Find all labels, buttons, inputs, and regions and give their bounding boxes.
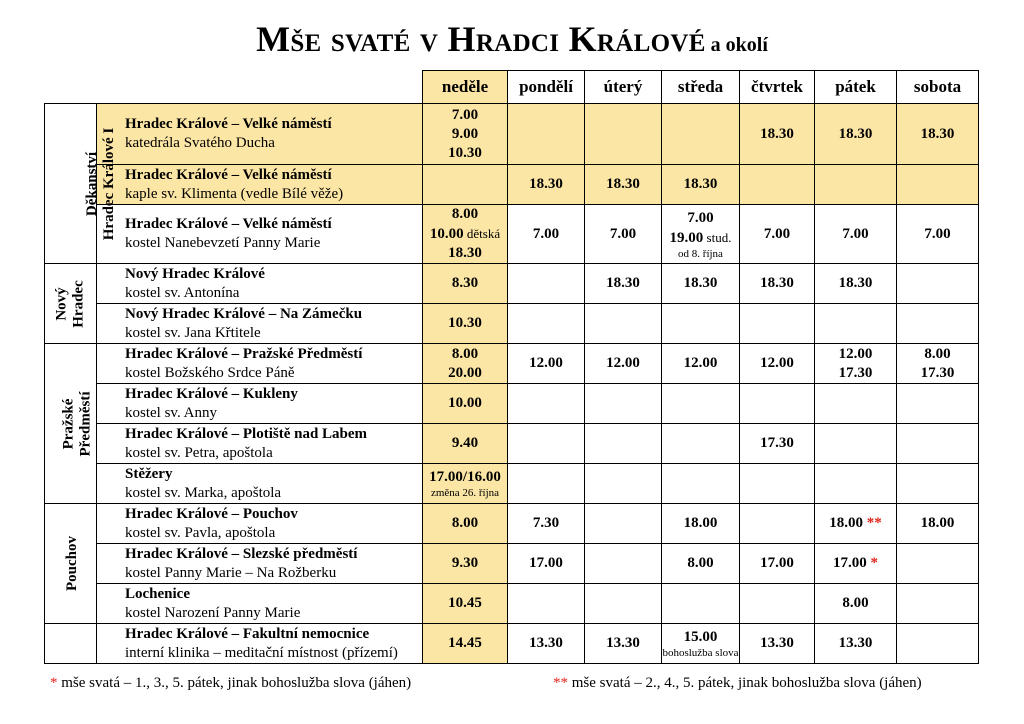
time-cell — [585, 584, 662, 624]
table-row — [45, 205, 979, 264]
time-cell — [740, 464, 815, 504]
time-cell — [815, 304, 897, 344]
time-cell: 9.30 — [423, 544, 508, 584]
time-cell: 17.00/16.00 změna 26. října — [423, 464, 508, 504]
time-cell — [585, 384, 662, 424]
header-day-saturday: sobota — [897, 71, 979, 104]
time-cell: 15.00 bohoslužba slova — [662, 624, 740, 664]
time-cell — [897, 384, 979, 424]
church-cell: Hradec Králové – Velké náměstí kostel Nanebevzetí Panny Marie — [97, 205, 423, 264]
time-cell: 12.00 — [585, 344, 662, 384]
table-row — [45, 624, 979, 664]
deanery-label: Pouchov — [45, 504, 97, 624]
header-day-wednesday: středa — [662, 71, 740, 104]
footnote-mark: ** — [863, 515, 882, 531]
time-cell — [662, 384, 740, 424]
table-row — [45, 464, 979, 504]
table-row — [45, 165, 979, 205]
deanery-label: Pražské Předměstí — [45, 344, 97, 504]
time-cell — [585, 104, 662, 165]
deanery-label: Děkanství Hradec Králové I — [45, 104, 97, 264]
time-cell — [740, 384, 815, 424]
church-cell: Hradec Králové – Pouchov kostel sv. Pavla, apoštola — [97, 504, 423, 544]
table-row — [45, 384, 979, 424]
table-row — [45, 424, 979, 464]
footnote-single-asterisk — [50, 675, 411, 692]
time-cell: 18.30 — [740, 104, 815, 165]
church-place: Hradec Králové – Velké náměstí — [125, 116, 332, 132]
time-cell: 18.30 — [585, 264, 662, 304]
header-day-friday: pátek — [815, 71, 897, 104]
time-cell — [897, 424, 979, 464]
church-cell: Hradec Králové – Fakultní nemocnice interní klinika – meditační místnost (přízemí) — [97, 624, 423, 664]
time-cell — [662, 424, 740, 464]
time-cell: 18.30 — [897, 104, 979, 165]
time-cell: 18.30 — [740, 264, 815, 304]
time-cell: 12.00 — [508, 344, 585, 384]
time-cell: 13.30 — [508, 624, 585, 664]
time-cell: 8.00 17.30 — [897, 344, 979, 384]
church-cell: Hradec Králové – Slezské předměstí kostel Panny Marie – Na Rožberku — [97, 544, 423, 584]
time-cell — [740, 504, 815, 544]
header-day-monday: pondělí — [508, 71, 585, 104]
footnote-mark: * — [50, 675, 58, 691]
time-cell: 8.30 — [423, 264, 508, 304]
time-cell: 12.00 17.30 — [815, 344, 897, 384]
time-cell — [585, 424, 662, 464]
time-cell: 7.00 — [740, 205, 815, 264]
church-cell: Hradec Králové – Plotiště nad Labem kostel sv. Petra, apoštola — [97, 424, 423, 464]
header-row — [45, 71, 979, 104]
church-cell: Stěžery kostel sv. Marka, apoštola — [97, 464, 423, 504]
church-cell: Hradec Králové – Kukleny kostel sv. Anny — [97, 384, 423, 424]
mass-schedule-table — [44, 70, 979, 664]
header-day-thursday: čtvrtek — [740, 71, 815, 104]
time-cell — [585, 304, 662, 344]
footnote-double-asterisk — [553, 675, 922, 692]
time-cell — [815, 464, 897, 504]
footnote-text: mše svatá – 1., 3., 5. pátek, jinak bohoslužba slova (jáhen) — [57, 675, 412, 691]
time-cell: 12.00 — [662, 344, 740, 384]
time-cell: 17.00 * — [815, 544, 897, 584]
time-cell: 8.00 20.00 — [423, 344, 508, 384]
time-cell: 17.00 — [508, 544, 585, 584]
time-cell — [662, 104, 740, 165]
table-row — [45, 544, 979, 584]
time-cell: 12.00 — [740, 344, 815, 384]
time-cell — [508, 584, 585, 624]
table-row — [45, 584, 979, 624]
time-cell — [740, 304, 815, 344]
time-cell: 9.40 — [423, 424, 508, 464]
time-cell: 8.00 10.00 dětská 18.30 — [423, 205, 508, 264]
time-cell — [585, 544, 662, 584]
time-cell: 7.00 — [897, 205, 979, 264]
time-cell — [897, 544, 979, 584]
table-row — [45, 344, 979, 384]
church-building: katedrála Svatého Ducha — [125, 135, 275, 151]
time-cell — [508, 304, 585, 344]
footnote-text: mše svatá – 2., 4., 5. pátek, jinak bohoslužba slova (jáhen) — [568, 675, 922, 691]
table-row — [45, 264, 979, 304]
time-cell — [585, 464, 662, 504]
time-cell — [897, 165, 979, 205]
time-cell — [897, 584, 979, 624]
time-cell — [815, 424, 897, 464]
time-cell: 7.00 — [585, 205, 662, 264]
deanery-label-empty — [45, 624, 97, 664]
header-empty — [45, 71, 423, 104]
time-cell — [508, 104, 585, 165]
deanery-label: Nový Hradec — [45, 264, 97, 344]
time-cell: 18.30 — [508, 165, 585, 205]
header-day-sunday: neděle — [423, 71, 508, 104]
time-cell: 13.30 — [815, 624, 897, 664]
time-cell: 7.30 — [508, 504, 585, 544]
time-cell — [508, 424, 585, 464]
time-cell — [897, 304, 979, 344]
time-cell: 14.45 — [423, 624, 508, 664]
title-sub: a okolí — [705, 34, 768, 56]
time-cell: 10.45 — [423, 584, 508, 624]
time-cell: 7.00 19.00 stud. od 8. října — [662, 205, 740, 264]
time-cell: 18.00 — [662, 504, 740, 544]
time-cell: 17.00 — [740, 544, 815, 584]
time-cell: 18.00 — [897, 504, 979, 544]
time-cell: 8.00 — [423, 504, 508, 544]
time-cell: 8.00 — [815, 584, 897, 624]
time-cell — [585, 504, 662, 544]
time-cell — [662, 584, 740, 624]
time-cell: 13.30 — [740, 624, 815, 664]
page-title — [0, 18, 1024, 60]
time-cell — [897, 624, 979, 664]
time-cell: 18.30 — [815, 104, 897, 165]
church-cell: Hradec Králové – Pražské Předměstí kostel Božského Srdce Páně — [97, 344, 423, 384]
time-cell: 18.30 — [815, 264, 897, 304]
time-cell — [740, 584, 815, 624]
time-cell — [508, 464, 585, 504]
time-cell — [508, 384, 585, 424]
time-cell: 8.00 — [662, 544, 740, 584]
time-cell — [740, 165, 815, 205]
time-cell — [897, 264, 979, 304]
table-row — [45, 504, 979, 544]
time-cell — [815, 165, 897, 205]
church-cell: Hradec Králové – Velké náměstí kaple sv. Klimenta (vedle Bílé věže) — [97, 165, 423, 205]
time-cell — [662, 464, 740, 504]
time-cell: 18.30 — [585, 165, 662, 205]
church-cell: Nový Hradec Králové – Na Zámečku kostel sv. Jana Křtitele — [97, 304, 423, 344]
time-cell: 7.00 — [815, 205, 897, 264]
time-cell: 10.00 — [423, 384, 508, 424]
church-cell: Nový Hradec Králové kostel sv. Antonína — [97, 264, 423, 304]
title-main: Mše svaté v Hradci Králové — [256, 19, 706, 59]
footnote-mark: ** — [553, 675, 568, 691]
time-cell — [815, 384, 897, 424]
time-cell — [423, 165, 508, 205]
time-cell — [508, 264, 585, 304]
church-cell — [97, 104, 423, 165]
church-cell: Lochenice kostel Narození Panny Marie — [97, 584, 423, 624]
time-cell: 10.30 — [423, 304, 508, 344]
time-cell: 18.00 ** — [815, 504, 897, 544]
table-row — [45, 104, 979, 165]
header-day-tuesday: úterý — [585, 71, 662, 104]
time-cell: 18.30 — [662, 264, 740, 304]
time-cell: 18.30 — [662, 165, 740, 205]
time-cell: 13.30 — [585, 624, 662, 664]
footnote-mark: * — [866, 555, 878, 571]
table-row — [45, 304, 979, 344]
time-cell: 7.00 — [508, 205, 585, 264]
time-cell: 7.00 9.00 10.30 — [423, 104, 508, 165]
time-cell — [897, 464, 979, 504]
time-cell — [662, 304, 740, 344]
time-cell: 17.30 — [740, 424, 815, 464]
